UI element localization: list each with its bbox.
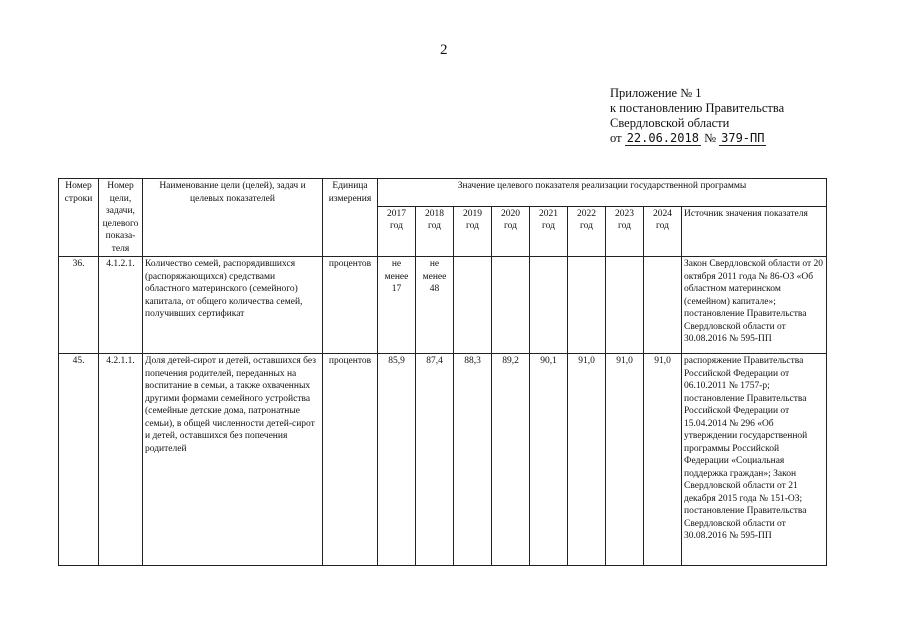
header-year: 2024 год: [644, 207, 682, 257]
value-2023: [606, 257, 644, 354]
value-2022: 91,0: [568, 354, 606, 566]
item-number: 4.2.1.1.: [99, 354, 143, 566]
value-2023: 91,0: [606, 354, 644, 566]
number-prefix: №: [704, 131, 716, 145]
resolution-date: 22.06.2018: [626, 131, 699, 145]
resolution-number: 379-ПП: [721, 131, 765, 145]
page-number: 2: [440, 42, 448, 58]
header-year: 2022 год: [568, 207, 606, 257]
header-source: Источник значения показателя: [682, 207, 827, 257]
value-2017: 85,9: [378, 354, 416, 566]
value-2020: [492, 257, 530, 354]
header-unit: Единица измерения: [323, 179, 378, 257]
date-prefix: от: [610, 131, 622, 145]
appendix-resolution: к постановлению Правительства: [610, 101, 785, 115]
appendix-title: Приложение № 1: [610, 86, 702, 100]
item-number: 4.1.2.1.: [99, 257, 143, 354]
row-number: 36.: [59, 257, 99, 354]
header-year: 2019 год: [454, 207, 492, 257]
value-2021: [530, 257, 568, 354]
unit: процентов: [323, 354, 378, 566]
value-2024: [644, 257, 682, 354]
header-year: 2021 год: [530, 207, 568, 257]
header-row: [59, 179, 827, 207]
indicator-name: Количество семей, распорядившихся (распоряжающихся) средствами областного материнского (семейного) капитала, от общего количества семей, получивших сертификат: [143, 257, 323, 354]
value-2022: [568, 257, 606, 354]
indicator-source: распоряжение Правительства Российской Федерации от 06.10.2011 № 1757-р; постановление Правительства Российской Федерации от 15.04.2014 № 296 «Об утверждении государственной программы Российской Федерации «Социальная поддержка граждан»; Закон Свердловской области от 21 декабря 2015 года № 151-ОЗ; постановление Правительства Свердловской области от 30.08.2016 № 595-ПП: [682, 354, 827, 566]
table-row: [59, 257, 827, 354]
value-2018: не менее 48: [416, 257, 454, 354]
header-year: 2017 год: [378, 207, 416, 257]
header-year: 2020 год: [492, 207, 530, 257]
indicator-source: Закон Свердловской области от 20 октября 2011 года № 86-ОЗ «Об областном материнском (семейном) капитале»; постановление Правительства Свердловской области от 30.08.2016 № 595-ПП: [682, 257, 827, 354]
appendix-region: Свердловской области: [610, 116, 730, 130]
row-number: 45.: [59, 354, 99, 566]
header-row-number: Номер строки: [59, 179, 99, 257]
value-2024: 91,0: [644, 354, 682, 566]
value-2019: [454, 257, 492, 354]
header-year: 2023 год: [606, 207, 644, 257]
appendix-header: [610, 86, 784, 146]
value-2017: не менее 17: [378, 257, 416, 354]
table-row: [59, 354, 827, 566]
indicators-table: [58, 178, 827, 566]
value-2018: 87,4: [416, 354, 454, 566]
header-indicator-group: Значение целевого показателя реализации государственной программы: [378, 179, 827, 207]
value-2021: 90,1: [530, 354, 568, 566]
indicator-name: Доля детей-сирот и детей, оставшихся без попечения родителей, переданных на воспитание в семьи, а также охваченных другими формами семейного устройства (семейные детские дома, патронатные семьи), в общей численности детей-сирот и детей, оставшихся без попечения родителей: [143, 354, 323, 566]
header-year: 2018 год: [416, 207, 454, 257]
appendix-date-line: [610, 131, 784, 146]
header-name: Наименование цели (целей), задач и целевых показателей: [143, 179, 323, 257]
header-item-number: Номер цели, задачи, целевого показа- теля: [99, 179, 143, 257]
value-2020: 89,2: [492, 354, 530, 566]
value-2019: 88,3: [454, 354, 492, 566]
unit: процентов: [323, 257, 378, 354]
